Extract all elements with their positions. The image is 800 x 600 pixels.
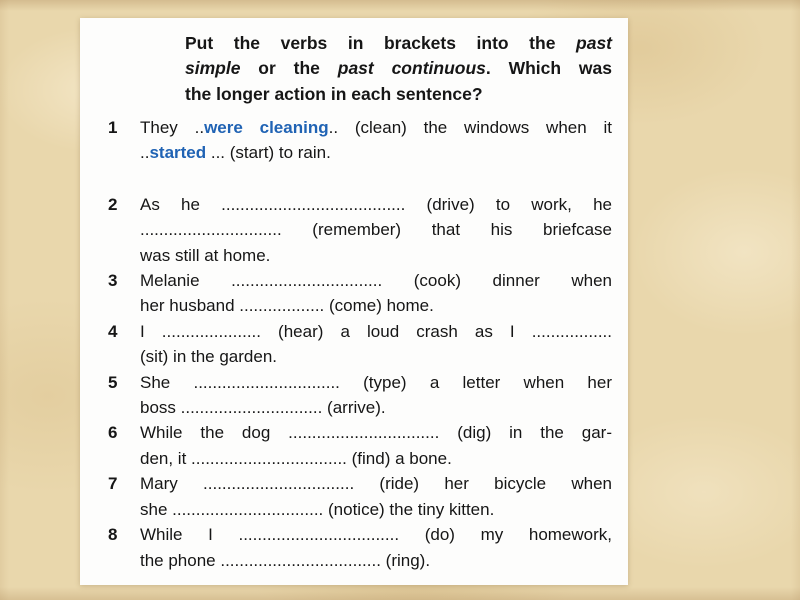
sentence-text: the longer action in each sentence? bbox=[185, 83, 483, 104]
item-sentence bbox=[140, 420, 612, 471]
item-number: 3 bbox=[108, 271, 118, 291]
item-sentence bbox=[140, 115, 612, 166]
exercise-item bbox=[80, 192, 612, 268]
sentence-text: .............................. (remember) that his briefcase bbox=[140, 220, 612, 240]
text-line bbox=[140, 548, 612, 573]
item-sentence bbox=[140, 471, 612, 522]
sentence-text: While I .................................. (do) my homework, bbox=[140, 525, 612, 545]
sentence-text: Put the verbs in brackets into the bbox=[185, 33, 577, 53]
item-number: 6 bbox=[108, 423, 118, 443]
sentence-text: I ..................... (hear) a loud crash as I ................. bbox=[140, 321, 612, 341]
text-line bbox=[140, 522, 612, 547]
sentence-text: Mary ................................ (ride) her bicycle when bbox=[140, 474, 612, 494]
sentence-text: simple bbox=[185, 58, 241, 79]
exercise-item bbox=[80, 522, 612, 573]
item-sentence bbox=[140, 522, 612, 573]
exercise-list bbox=[80, 115, 612, 573]
sentence-text: As he ....................................... (drive) to work, he bbox=[140, 194, 612, 214]
sentence-text: ... (start) to rain. bbox=[206, 143, 331, 163]
text-line bbox=[140, 140, 612, 165]
sentence-text: past continuous bbox=[337, 58, 486, 79]
exercise-item bbox=[80, 319, 612, 370]
text-line bbox=[140, 115, 612, 140]
text-line bbox=[140, 243, 612, 268]
exercise-instruction bbox=[185, 31, 612, 107]
text-line bbox=[140, 471, 612, 496]
text-line bbox=[140, 268, 612, 293]
item-sentence bbox=[140, 319, 612, 370]
sentence-text: the phone .................................. (ring). bbox=[140, 550, 431, 570]
sentence-text: boss .............................. (arrive). bbox=[140, 398, 386, 418]
sentence-text: .. (clean) the windows when it bbox=[328, 118, 613, 137]
sentence-text: she ................................ (notice) the tiny kitten. bbox=[140, 499, 495, 519]
text-line bbox=[185, 82, 612, 107]
text-line bbox=[140, 192, 612, 217]
exercise-item bbox=[80, 268, 612, 319]
text-line bbox=[140, 344, 612, 369]
item-number: 4 bbox=[108, 321, 118, 341]
filled-answer-text: were cleaning bbox=[204, 118, 329, 137]
item-sentence bbox=[140, 268, 612, 319]
sentence-text: Melanie ................................ (cook) dinner when bbox=[140, 271, 612, 291]
text-line bbox=[140, 395, 612, 420]
item-number: 5 bbox=[108, 372, 118, 392]
sentence-text: They .. bbox=[140, 118, 205, 137]
filled-answer-text: started bbox=[149, 143, 207, 163]
item-sentence bbox=[140, 192, 612, 268]
sentence-text: or the bbox=[240, 58, 338, 79]
item-sentence bbox=[140, 370, 612, 421]
text-line bbox=[140, 446, 612, 471]
text-line bbox=[140, 217, 612, 242]
sentence-text: den, it ................................. (find) a bone. bbox=[140, 448, 452, 468]
item-number: 7 bbox=[108, 474, 118, 494]
item-number: 8 bbox=[108, 525, 118, 545]
worksheet-paper bbox=[80, 18, 628, 585]
exercise-item bbox=[80, 420, 612, 471]
sentence-text: (sit) in the garden. bbox=[140, 347, 278, 367]
sentence-text: her husband .................. (come) home. bbox=[140, 296, 434, 316]
sentence-text: She ............................... (type) a letter when her bbox=[140, 372, 612, 392]
text-line bbox=[140, 293, 612, 318]
sentence-text: past bbox=[576, 33, 612, 53]
exercise-item bbox=[80, 370, 612, 421]
text-line bbox=[140, 420, 612, 445]
exercise-item bbox=[80, 115, 612, 166]
text-line bbox=[140, 370, 612, 395]
text-line bbox=[140, 319, 612, 344]
sentence-text: was still at home. bbox=[140, 245, 271, 265]
exercise-item bbox=[80, 471, 612, 522]
text-line bbox=[185, 56, 612, 81]
text-line bbox=[185, 31, 612, 56]
sentence-text: While the dog ................................ (dig) in the gar- bbox=[140, 423, 612, 443]
item-number: 1 bbox=[108, 118, 118, 137]
text-line bbox=[140, 497, 612, 522]
sentence-text: . Which was bbox=[485, 58, 612, 79]
sentence-text: .. bbox=[140, 143, 150, 163]
item-number: 2 bbox=[108, 194, 118, 214]
